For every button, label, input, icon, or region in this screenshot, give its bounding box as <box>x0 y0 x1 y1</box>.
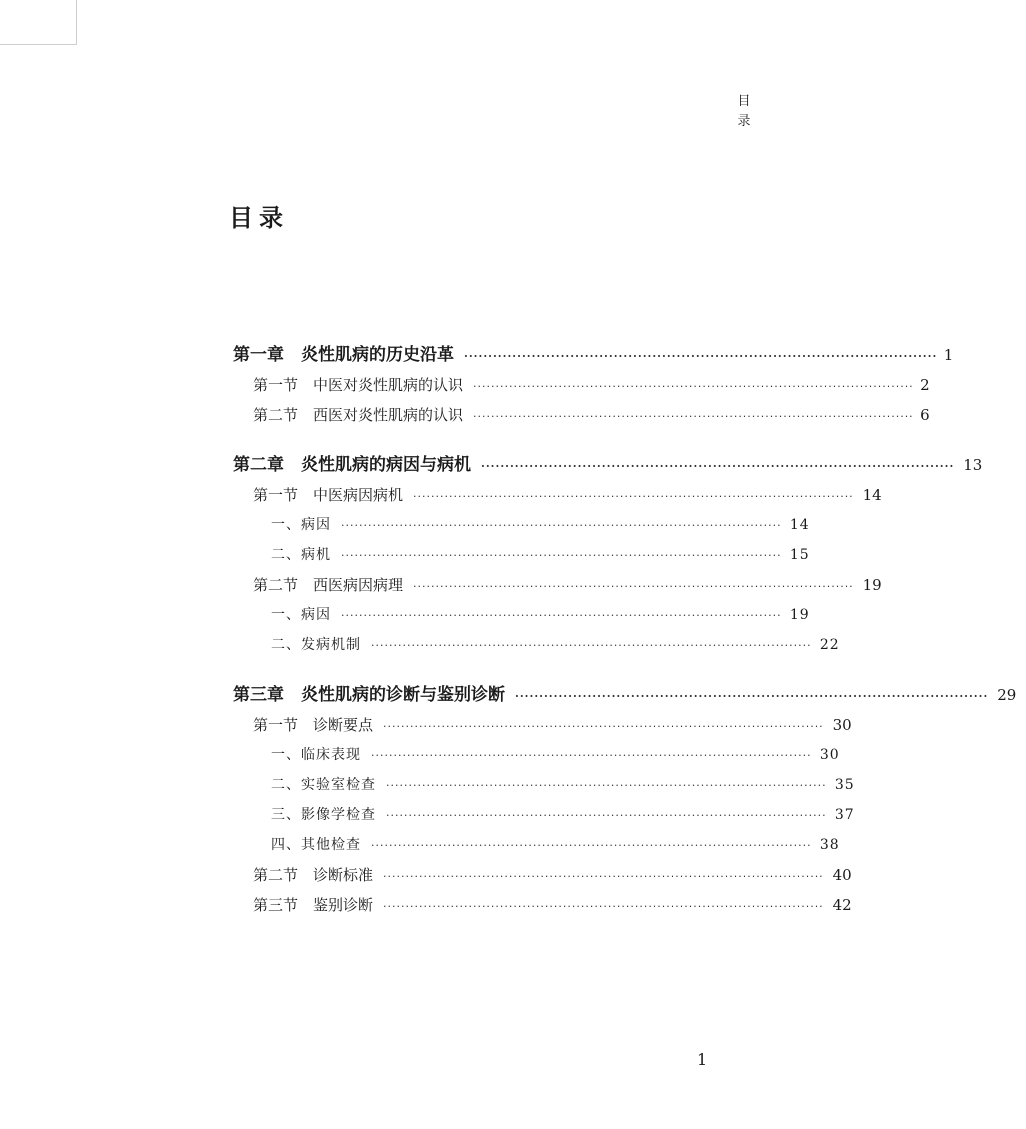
toc-section-entry[interactable] <box>233 710 852 740</box>
dot-leader: ·································································································· <box>386 779 827 792</box>
toc-entry-page: 37 <box>834 807 855 823</box>
toc-entry-label: 一、病因 <box>271 517 331 533</box>
dot-leader: ·································································································· <box>371 749 812 762</box>
toc-entry-label: 第二节 西医对炎性肌病的认识 <box>253 406 464 424</box>
toc-entry-label: 一、病因 <box>271 607 331 623</box>
toc-entry-page: 22 <box>819 637 840 653</box>
toc-entry-page: 15 <box>789 547 810 563</box>
dot-leader: ·································································································· <box>464 350 938 363</box>
toc-item-entry[interactable] <box>233 770 855 800</box>
dot-leader: ·································································································· <box>473 410 914 423</box>
toc-entry-label: 四、其他检查 <box>271 837 361 853</box>
toc-item-entry[interactable] <box>233 630 840 660</box>
toc-entry-page: 19 <box>862 576 882 594</box>
dot-leader: ·································································································· <box>515 690 989 703</box>
toc-entry-label: 三、影像学检查 <box>271 807 376 823</box>
toc-entry-label: 第二节 西医病因病理 <box>253 576 404 594</box>
toc-entry-page: 1 <box>943 346 954 364</box>
toc-item-entry[interactable] <box>233 600 810 630</box>
page-number: 1 <box>697 1050 708 1069</box>
toc-section-entry[interactable] <box>233 370 930 400</box>
toc-chapter-entry[interactable] <box>233 450 983 480</box>
toc-entry-page: 30 <box>819 747 840 763</box>
toc-entry-label: 二、病机 <box>271 547 331 563</box>
toc-item-entry[interactable] <box>233 540 810 570</box>
dot-leader: ·································································································· <box>383 870 824 883</box>
toc-item-entry[interactable] <box>233 740 840 770</box>
toc-section-entry[interactable] <box>233 860 852 890</box>
toc-entry-page: 13 <box>963 456 983 474</box>
toc-entry-page: 42 <box>832 896 852 914</box>
toc-entry-page: 29 <box>997 686 1017 704</box>
toc-entry-page: 40 <box>832 866 852 884</box>
toc-entry-page: 14 <box>862 486 882 504</box>
toc-section-entry[interactable] <box>233 570 882 600</box>
table-of-contents <box>233 340 1017 920</box>
toc-section-entry[interactable] <box>233 400 930 430</box>
toc-entry-page: 6 <box>920 406 930 424</box>
running-head-char-1: 目 <box>737 94 751 109</box>
toc-entry-label: 第二章 炎性肌病的病因与病机 <box>233 455 471 475</box>
toc-chapter-entry[interactable] <box>233 680 1017 710</box>
toc-section-entry[interactable] <box>233 890 852 920</box>
toc-entry-label: 第一节 中医病因病机 <box>253 486 404 504</box>
dot-leader: ·································································································· <box>413 490 854 503</box>
toc-entry-page: 35 <box>834 777 855 793</box>
dot-leader: ·································································································· <box>341 549 782 562</box>
toc-entry-label: 第二节 诊断标准 <box>253 866 374 884</box>
toc-entry-label: 第一节 中医对炎性肌病的认识 <box>253 376 464 394</box>
toc-chapter-entry[interactable] <box>233 340 954 370</box>
running-head <box>737 92 751 132</box>
running-head-char-2: 录 <box>737 114 751 129</box>
toc-item-entry[interactable] <box>233 830 840 860</box>
toc-entry-page: 19 <box>789 607 810 623</box>
toc-entry-page: 38 <box>819 837 840 853</box>
toc-entry-page: 30 <box>832 716 852 734</box>
crop-mark <box>0 0 77 45</box>
dot-leader: ·································································································· <box>383 900 824 913</box>
toc-entry-label: 第三章 炎性肌病的诊断与鉴别诊断 <box>233 685 505 705</box>
toc-entry-page: 14 <box>789 517 810 533</box>
dot-leader: ·································································································· <box>371 839 812 852</box>
toc-entry-label: 二、发病机制 <box>271 637 361 653</box>
toc-entry-label: 第一节 诊断要点 <box>253 716 374 734</box>
toc-entry-label: 一、临床表现 <box>271 747 361 763</box>
toc-entry-label: 第三节 鉴别诊断 <box>253 896 374 914</box>
dot-leader: ·································································································· <box>341 609 782 622</box>
dot-leader: ·································································································· <box>371 639 812 652</box>
toc-section-entry[interactable] <box>233 480 882 510</box>
toc-item-entry[interactable] <box>233 800 855 830</box>
dot-leader: ·································································································· <box>413 580 854 593</box>
dot-leader: ·································································································· <box>386 809 827 822</box>
toc-item-entry[interactable] <box>233 510 810 540</box>
toc-entry-label: 二、实验室检查 <box>271 777 376 793</box>
toc-entry-label: 第一章 炎性肌病的历史沿革 <box>233 345 454 365</box>
dot-leader: ·································································································· <box>341 519 782 532</box>
page-title: 目录 <box>229 203 289 232</box>
dot-leader: ·································································································· <box>383 720 824 733</box>
dot-leader: ·································································································· <box>481 460 955 473</box>
toc-entry-page: 2 <box>920 376 930 394</box>
chapter-gap <box>233 660 695 680</box>
chapter-gap <box>233 430 695 450</box>
dot-leader: ·································································································· <box>473 380 914 393</box>
